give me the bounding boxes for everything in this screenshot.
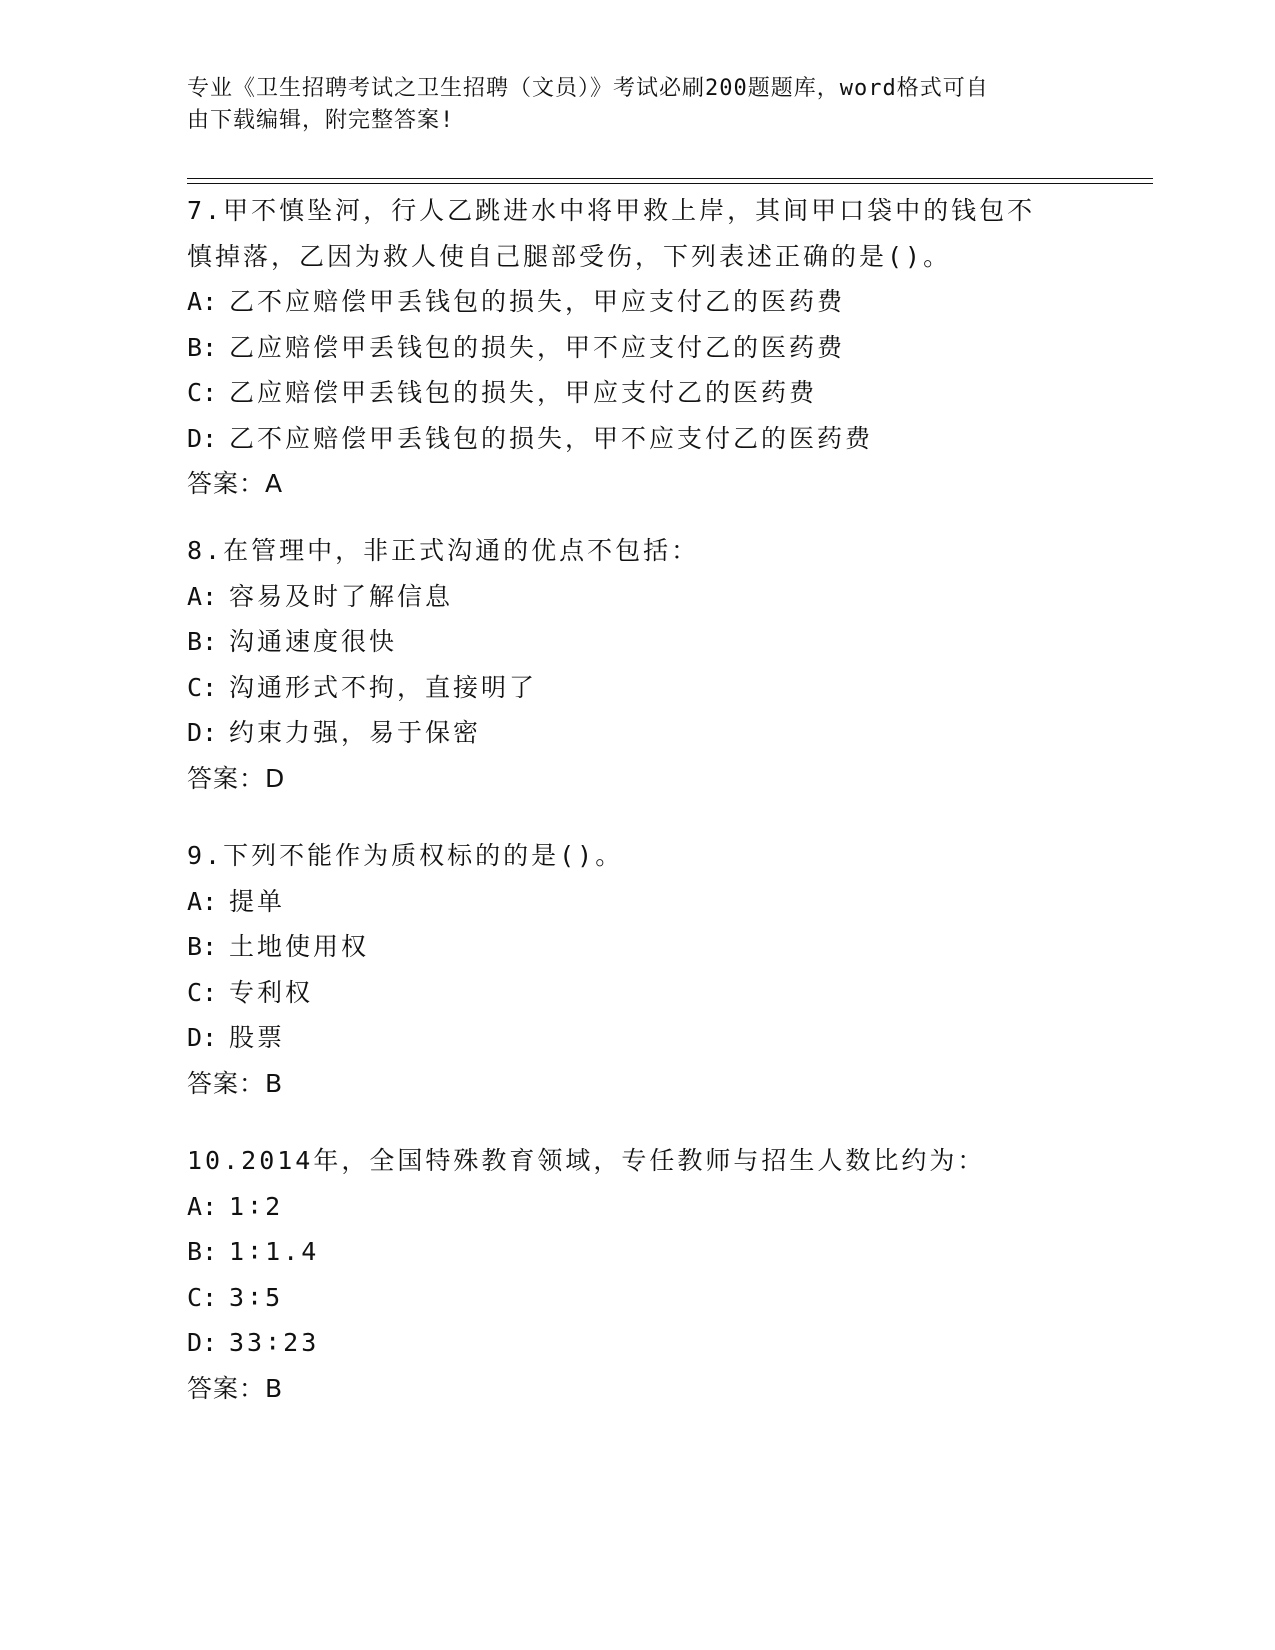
answer-label: 答案： [187, 469, 266, 498]
option-c [187, 370, 1077, 416]
option-text: 容易及时了解信息 [229, 581, 454, 611]
option-c [187, 970, 1077, 1016]
question-stem-line: 7.甲不慎坠河，行人乙跳进水中将甲救上岸，其间甲口袋中的钱包不 [187, 196, 1036, 225]
option-a [187, 574, 1077, 620]
option-letter: D: [187, 718, 218, 747]
answer-label: 答案： [187, 1373, 266, 1403]
question-10 [187, 1138, 1077, 1411]
header-line-1: 专业《卫生招聘考试之卫生招聘（文员）》考试必刷200题题库，word格式可自 [187, 76, 989, 101]
option-letter: C: [187, 1282, 218, 1312]
option-d [187, 416, 1077, 462]
option-text: 土地使用权 [229, 932, 370, 961]
option-c [187, 1275, 1077, 1321]
answer-line [187, 1366, 1077, 1412]
page-header [187, 73, 1067, 137]
option-b [187, 924, 1077, 970]
option-a [187, 1184, 1077, 1230]
option-text: 专利权 [229, 977, 314, 1007]
option-text: 约束力强，易于保密 [229, 718, 482, 747]
question-stem-line: 慎掉落，乙因为救人使自己腿部受伤，下列表述正确的是()。 [187, 241, 952, 271]
answer-value: A [265, 469, 284, 498]
answer-label: 答案： [187, 763, 266, 793]
answer-line [187, 756, 1077, 802]
option-b [187, 325, 1077, 371]
option-letter: A: [187, 886, 218, 916]
question-stem-line: 9.下列不能作为质权标的的是()。 [187, 841, 624, 870]
option-letter: C: [187, 977, 218, 1007]
option-d [187, 710, 1077, 756]
question-stem-line: 10.2014年，全国特殊教育领域，专任教师与招生人数比约为： [187, 1146, 986, 1175]
option-letter: A: [187, 1191, 218, 1221]
option-text: 1∶2 [229, 1191, 284, 1221]
option-c [187, 665, 1077, 711]
question-7 [187, 188, 1077, 507]
option-text: 股票 [229, 1023, 286, 1052]
question-8 [187, 528, 1077, 801]
option-text: 乙不应赔偿甲丢钱包的损失，甲不应支付乙的医药费 [229, 423, 874, 453]
option-b [187, 1229, 1077, 1275]
option-letter: D: [187, 1328, 218, 1357]
answer-value: B [265, 1068, 284, 1098]
header-line-2: 由下载编辑，附完整答案! [187, 108, 455, 133]
option-letter: D: [187, 1023, 218, 1052]
option-text: 沟通速度很快 [229, 627, 398, 656]
question-9 [187, 833, 1077, 1106]
option-text: 1∶1.4 [229, 1237, 320, 1266]
option-a [187, 279, 1077, 325]
answer-label: 答案： [187, 1068, 266, 1098]
option-text: 33∶23 [229, 1328, 320, 1357]
option-letter: B: [187, 627, 218, 656]
option-letter: A: [187, 287, 218, 316]
option-b [187, 619, 1077, 665]
header-divider [187, 178, 1153, 184]
option-letter: D: [187, 423, 218, 453]
option-letter: A: [187, 581, 218, 611]
option-d [187, 1320, 1077, 1366]
answer-line [187, 461, 1077, 507]
answer-line [187, 1061, 1077, 1107]
option-letter: C: [187, 378, 218, 407]
option-d [187, 1015, 1077, 1061]
option-text: 乙不应赔偿甲丢钱包的损失，甲应支付乙的医药费 [229, 287, 846, 316]
option-text: 乙应赔偿甲丢钱包的损失，甲应支付乙的医药费 [229, 378, 818, 407]
option-text: 提单 [229, 886, 286, 916]
answer-value: B [265, 1373, 284, 1403]
option-a [187, 879, 1077, 925]
option-letter: B: [187, 1237, 218, 1266]
option-letter: B: [187, 332, 218, 362]
option-text: 乙应赔偿甲丢钱包的损失，甲不应支付乙的医药费 [229, 332, 846, 362]
question-stem-line: 8.在管理中，非正式沟通的优点不包括： [187, 536, 700, 565]
option-letter: C: [187, 672, 218, 702]
answer-value: D [265, 763, 286, 793]
option-text: 沟通形式不拘，直接明了 [229, 672, 538, 702]
option-letter: B: [187, 932, 218, 961]
option-text: 3∶5 [229, 1282, 284, 1312]
